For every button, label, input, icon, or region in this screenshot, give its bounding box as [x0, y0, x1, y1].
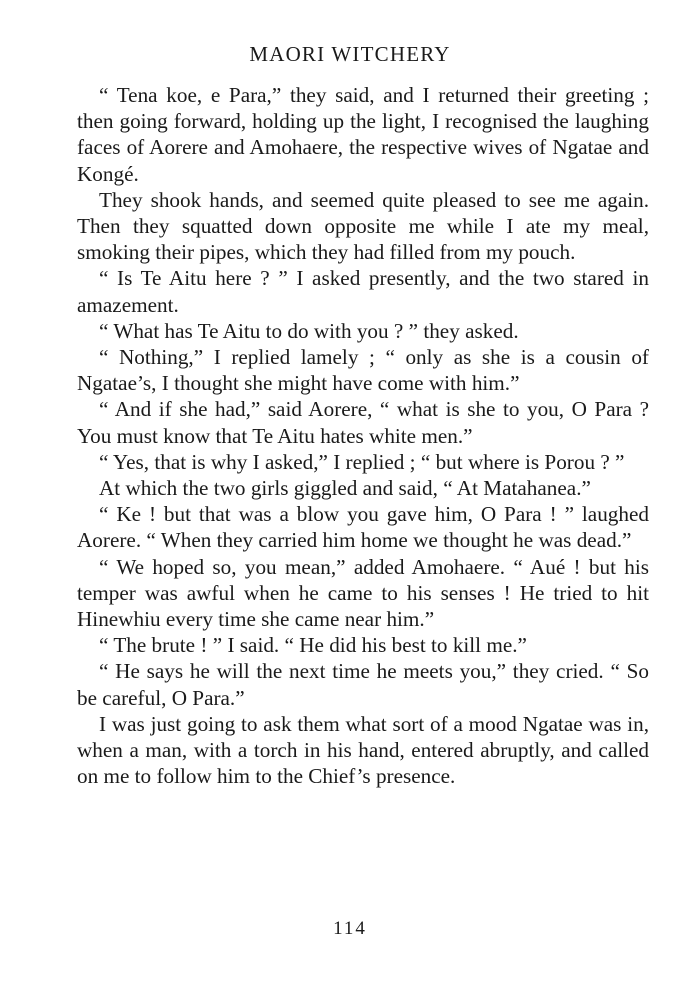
paragraph: “ Is Te Aitu here ? ” I asked presently, and the two stared in amazement.	[77, 266, 649, 317]
paragraph: At which the two girls giggled and said, “ At Matahanea.”	[99, 476, 591, 501]
paragraph: “ Ke ! but that was a blow you gave him, O Para ! ” laughed Aorere. “ When they carried him home we thought he was dead.”	[77, 502, 649, 553]
body-text	[77, 82, 649, 789]
paragraph: “ And if she had,” said Aorere, “ what is she to you, O Para ? You must know that Te Aitu hates white men.”	[77, 397, 649, 448]
paragraph: They shook hands, and seemed quite pleased to see me again. Then they squatted down opposite me while I ate my meal, smoking their pipes, which they had filled from my pouch.	[77, 187, 649, 265]
running-head: MAORI WITCHERY	[249, 42, 451, 66]
paragraph: I was just going to ask them what sort of a mood Ngatae was in, when a man, with a torch in his hand, entered abruptly, and called on me to follow him to the Chief’s presence.	[77, 711, 649, 789]
paragraph: “ What has Te Aitu to do with you ? ” they asked.	[99, 318, 519, 343]
paragraph: “ The brute ! ” I said. “ He did his best to kill me.”	[99, 633, 527, 658]
paragraph: “ We hoped so, you mean,” added Amohaere. “ Aué ! but his temper was awful when he came to his senses ! He tried to hit Hinewhiu every time she came near him.”	[77, 554, 649, 632]
paragraph: “ Yes, that is why I asked,” I replied ; “ but where is Porou ? ”	[99, 449, 625, 474]
page-number: 114	[333, 918, 367, 939]
paragraph: “ Nothing,” I replied lamely ; “ only as she is a cousin of Ngatae’s, I thought she might have come with him.”	[77, 345, 649, 396]
paragraph: “ Tena koe, e Para,” they said, and I returned their greeting ; then going forward, holding up the light, I recognised the laughing faces of Aorere and Amohaere, the respective wives of Ngatae and Kongé.	[77, 83, 649, 186]
paragraph: “ He says he will the next time he meets you,” they cried. “ So be careful, O Para.”	[77, 659, 649, 710]
